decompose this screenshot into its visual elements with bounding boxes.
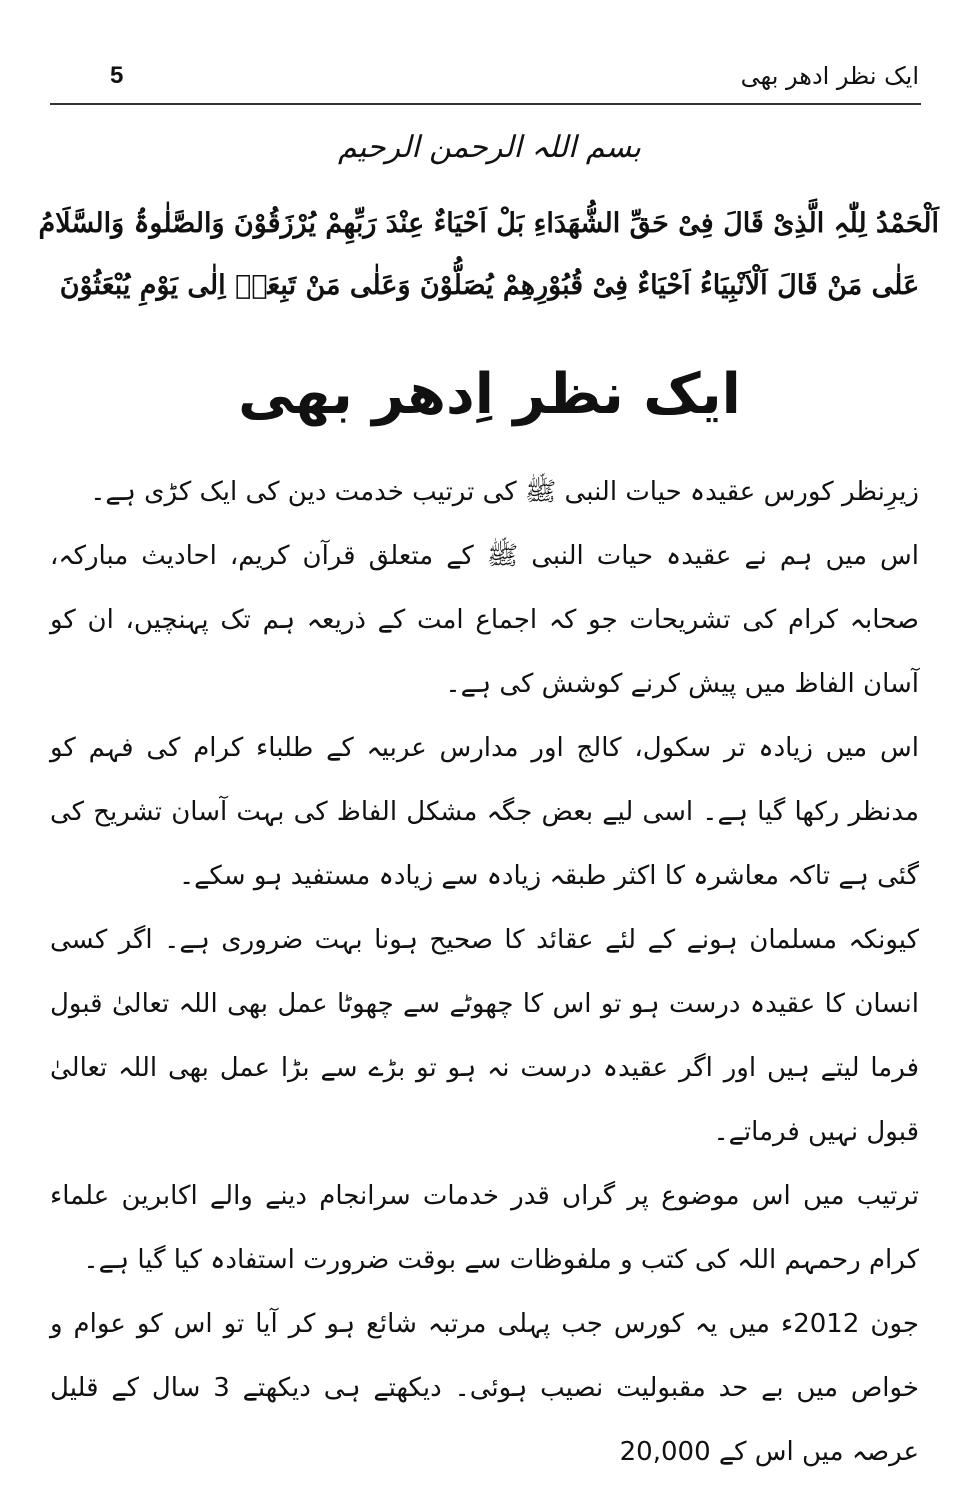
paragraph: جون 2012ء میں یہ کورس جب پہلی مرتبہ شائع ہو کر آیا تو اس کو عوام و خواص میں بے حد مقبولیت نصیب ہوئی۔ دیکھتے ہی دیکھتے 3 سال کے قلیل عرصہ میں اس کے 20,000 (50, 1309, 919, 1467)
bismillah-calligraphy: بسم اللہ الرحمن الرحیم (337, 130, 642, 165)
header-rule (50, 103, 921, 105)
arabic-invocation-line-1: اَلْحَمْدُ لِلّٰہِ الَّذِیْ قَالَ فِیْ حَقِّ الشُّھَدَاءِ بَلْ اَحْیَاءٌ عِنْدَ رَبِّھِمْ یُرْزَقُوْنَ وَالصَّلٰوۃُ وَالسَّلَامُ (38, 208, 939, 239)
chapter-title: ایک نظر اِدھر بھی (238, 362, 741, 427)
paragraph: زیرِنظر کورس عقیدہ حیات النبی ﷺ کی ترتیب خدمت دین کی ایک کڑی ہے۔ (90, 477, 919, 507)
page-number: 5 (110, 62, 124, 89)
paragraph: اس میں زیادہ تر سکول، کالج اور مدارس عربیہ کے طلباء کرام کی فہم کو مدنظر رکھا گیا ہے۔ اسی لیے بعض جگہ مشکل الفاظ کی بہت آسان تشریح کی گئی ہے تاکہ معاشرہ کا اکثر طبقہ زیادہ سے زیادہ مستفید ہو سکے۔ (50, 733, 919, 891)
page-header (52, 62, 919, 102)
paragraph: کیونکہ مسلمان ہونے کے لئے عقائد کا صحیح ہونا بہت ضروری ہے۔ اگر کسی انسان کا عقیدہ درست ہو تو اس کا چھوٹے سے چھوٹا عمل بھی اللہ تعالیٰ قبول فرما لیتے ہیں اور اگر عقیدہ درست نہ ہو تو بڑے سے بڑا عمل بھی اللہ تعالیٰ قبول نہیں فرماتے۔ (50, 925, 919, 1147)
body-text (50, 460, 919, 1484)
paragraph: اس میں ہم نے عقیدہ حیات النبی ﷺ کے متعلق قرآن کریم، احادیث مبارکہ، صحابہ کرام کی تشریحات جو کہ اجماع امت کے ذریعہ ہم تک پہنچیں، ان کو آسان الفاظ میں پیش کرنے کوشش کی ہے۔ (50, 541, 919, 699)
paragraph: ترتیب میں اس موضوع پر گراں قدر خدمات سرانجام دینے والے اکابرین علماء کرام رحمہم اللہ کی کتب و ملفوظات سے بوقت ضرورت استفادہ کیا گیا ہے۔ (50, 1181, 919, 1275)
running-title: ایک نظر ادھر بھی (740, 62, 919, 90)
arabic-invocation-line-2: عَلٰی مَنْ قَالَ اَلْاَنْبِیَاءُ اَحْیَاءٌ فِیْ قُبُوْرِھِمْ یُصَلُّوْنَ وَعَلٰی مَنْ تَبِعَہٗ اِلٰی یَوْمِ یُبْعَثُوْنَ (59, 270, 920, 301)
